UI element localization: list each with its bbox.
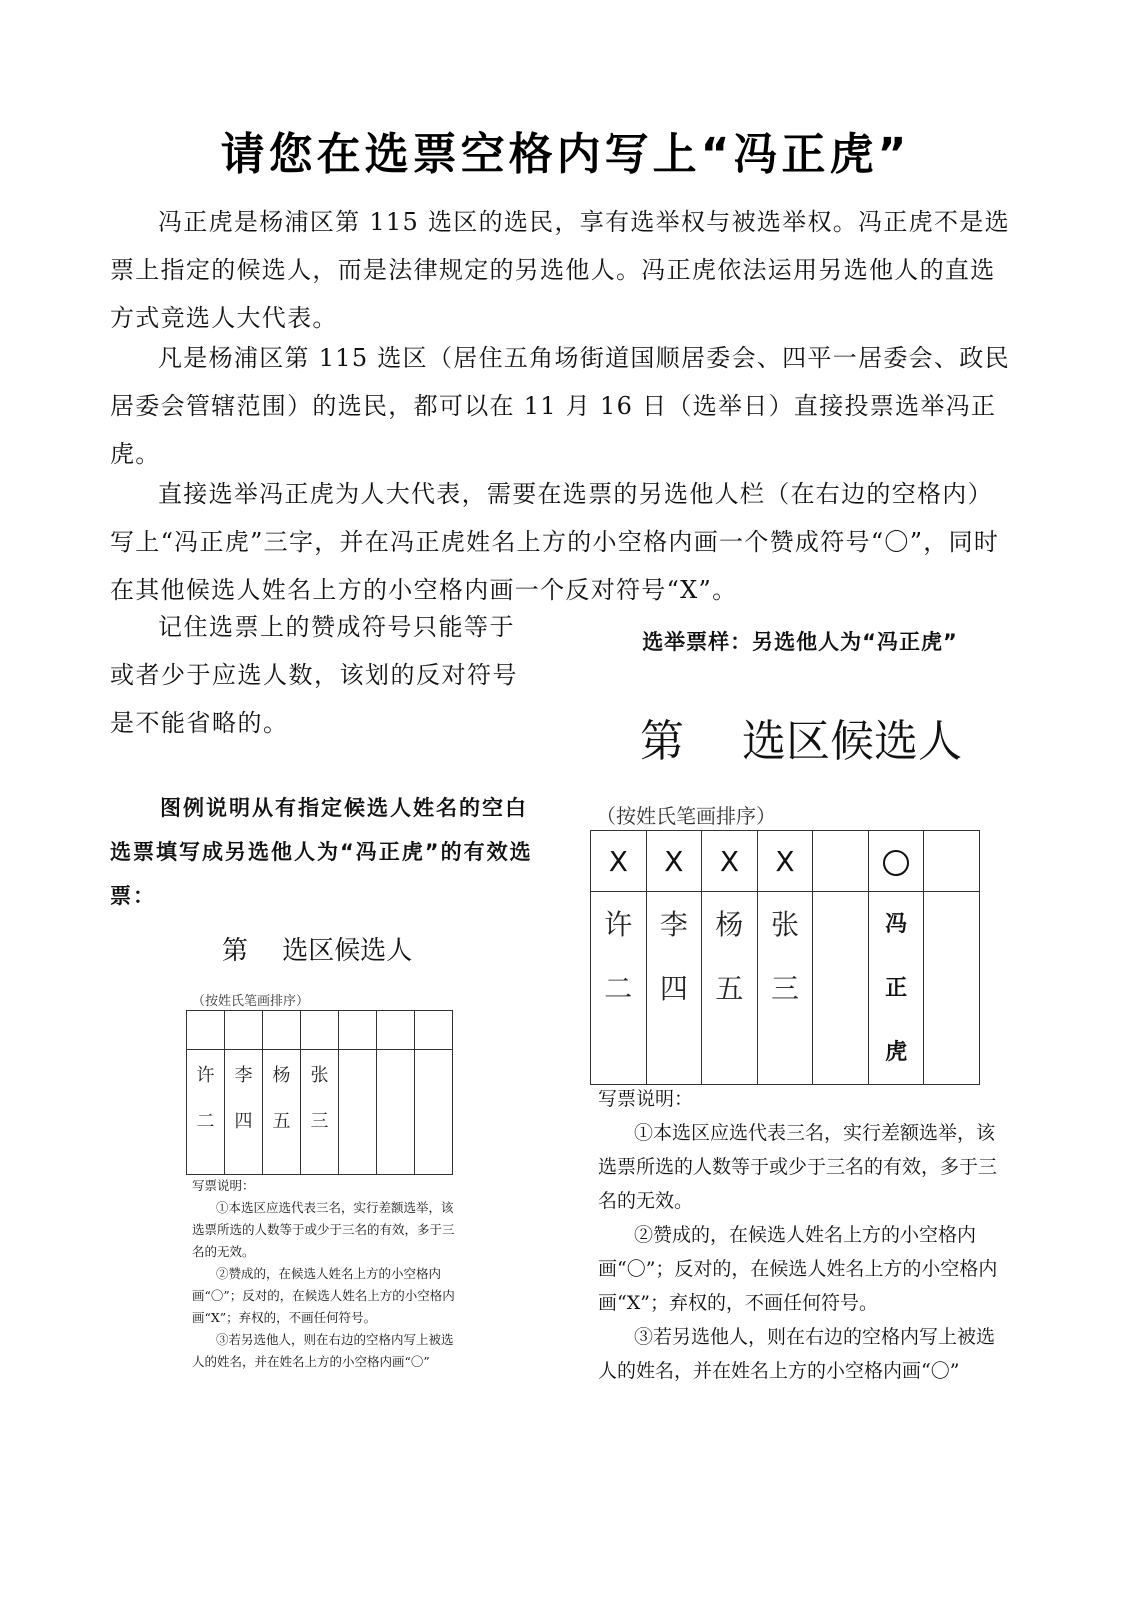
empty-name-cell: [415, 1050, 453, 1175]
instruction-item: ②赞成的，在候选人姓名上方的小空格内画“〇”；反对的，在候选人姓名上方的小空格内画“X”；弃权的，不画任何符号。: [192, 1266, 455, 1325]
candidate-cell: [225, 1050, 263, 1175]
instruction-item: ②赞成的，在候选人姓名上方的小空格内画“〇”；反对的，在候选人姓名上方的小空格内画“X”；弃权的，不画任何符号。: [598, 1224, 998, 1314]
oppose-mark-1: X: [591, 831, 647, 892]
eligibility-paragraph: 凡是杨浦区第 115 选区（居住五角场街道国顺居委会、四平一居委会、政民居委会管辖范围）的选民，都可以在 11 月 16 日（选举日）直接投票选举冯正虎。: [110, 344, 1010, 468]
empty-mark-cell: [263, 1011, 301, 1050]
instruction-item: ①本选区应选代表三名，实行差额选举，该选票所选的人数等于或少于三名的有效，多于三名的无效。: [192, 1200, 455, 1259]
approve-mark-cell: [868, 831, 924, 892]
candidate-surname: 许: [604, 908, 633, 941]
oppose-mark-4: X: [757, 831, 813, 892]
sample-ballot-table: [590, 830, 980, 1085]
write-in-char: 冯: [885, 912, 908, 937]
candidate-given: 二: [604, 972, 633, 1005]
empty-mark-cell: [813, 831, 869, 892]
write-in-char: 虎: [885, 1040, 908, 1065]
empty-mark-cell: [225, 1011, 263, 1050]
blank-ballot-heading: 第 选区候选人: [222, 936, 413, 966]
empty-name-cell: [339, 1050, 377, 1175]
candidate-surname: 张: [770, 908, 799, 941]
write-in-cell: [868, 892, 924, 1085]
candidate-cell: [757, 892, 813, 1085]
instruction-item: ③若另选他人，则在右边的空格内写上被选人的姓名，并在姓名上方的小空格内画“〇”: [598, 1326, 996, 1382]
blank-ballot-table: [186, 1010, 453, 1175]
candidate-surname: 许: [196, 1065, 215, 1086]
candidate-cell: [301, 1050, 339, 1175]
blank-ballot-instructions: [192, 1175, 462, 1373]
empty-name-cell: [813, 892, 869, 1085]
candidate-cell: [591, 892, 647, 1085]
empty-mark-cell: [187, 1011, 225, 1050]
sample-ballot-title: 选举票样：另选他人为“冯正虎”: [642, 630, 958, 654]
candidate-given: 三: [310, 1111, 329, 1132]
candidate-surname: 李: [659, 908, 688, 941]
candidate-surname: 杨: [715, 908, 744, 941]
intro-paragraph: 冯正虎是杨浦区第 115 选区的选民，享有选举权与被选举权。冯正虎不是选票上指定的候选人，而是法律规定的另选他人。冯正虎依法运用另选他人的直选方式竞选人大代表。: [110, 208, 1010, 332]
sample-sort-note: （按姓氏笔画排序）: [596, 804, 776, 828]
empty-mark-cell: [415, 1011, 453, 1050]
empty-mark-cell: [301, 1011, 339, 1050]
howto-paragraph: 直接选举冯正虎为人大代表，需要在选票的另选他人栏（在右边的空格内）写上“冯正虎”三字，并在冯正虎姓名上方的小空格内画一个赞成符号“〇”，同时在其他候选人姓名上方的小空格内画一个反对符号“X”。: [110, 480, 1000, 604]
candidate-surname: 杨: [272, 1065, 291, 1086]
oppose-mark-3: X: [702, 831, 758, 892]
candidate-given: 四: [234, 1111, 253, 1132]
candidate-given: 五: [715, 972, 744, 1005]
empty-name-cell: [377, 1050, 415, 1175]
candidate-given: 二: [196, 1111, 215, 1132]
candidate-given: 三: [770, 972, 799, 1005]
sample-instructions: [598, 1082, 998, 1388]
blank-sort-note: （按姓氏笔画排序）: [192, 994, 310, 1009]
candidate-cell: [263, 1050, 301, 1175]
empty-mark-cell: [377, 1011, 415, 1050]
instruction-item: ①本选区应选代表三名，实行差额选举，该选票所选的人数等于或少于三名的有效，多于三名的无效。: [598, 1122, 998, 1212]
write-in-char: 正: [885, 976, 908, 1001]
candidate-surname: 李: [234, 1065, 253, 1086]
legend-caption: 图例说明从有指定候选人姓名的空白选票填写成另选他人为“冯正虎”的有效选票：: [110, 796, 533, 908]
candidate-cell: [702, 892, 758, 1085]
candidate-cell: [187, 1050, 225, 1175]
sample-ballot-heading: 第 选区候选人: [640, 716, 962, 767]
oppose-mark-2: X: [646, 831, 702, 892]
empty-name-cell: [924, 892, 980, 1085]
empty-mark-cell: [339, 1011, 377, 1050]
instructions-label: 写票说明：: [598, 1088, 694, 1110]
approve-circle-icon: [883, 850, 909, 876]
candidate-surname: 张: [310, 1065, 329, 1086]
instructions-label: 写票说明：: [192, 1178, 255, 1193]
empty-mark-cell: [924, 831, 980, 892]
candidate-cell: [646, 892, 702, 1085]
candidate-given: 四: [659, 972, 688, 1005]
page-title: 请您在选票空格内写上“冯正虎”: [220, 129, 911, 180]
instruction-item: ③若另选他人，则在右边的空格内写上被选人的姓名，并在姓名上方的小空格内画“〇”: [192, 1332, 454, 1369]
candidate-given: 五: [272, 1111, 291, 1132]
reminder-note: 记住选票上的赞成符号只能等于或者少于应选人数，该划的反对符号是不能省略的。: [110, 613, 518, 737]
